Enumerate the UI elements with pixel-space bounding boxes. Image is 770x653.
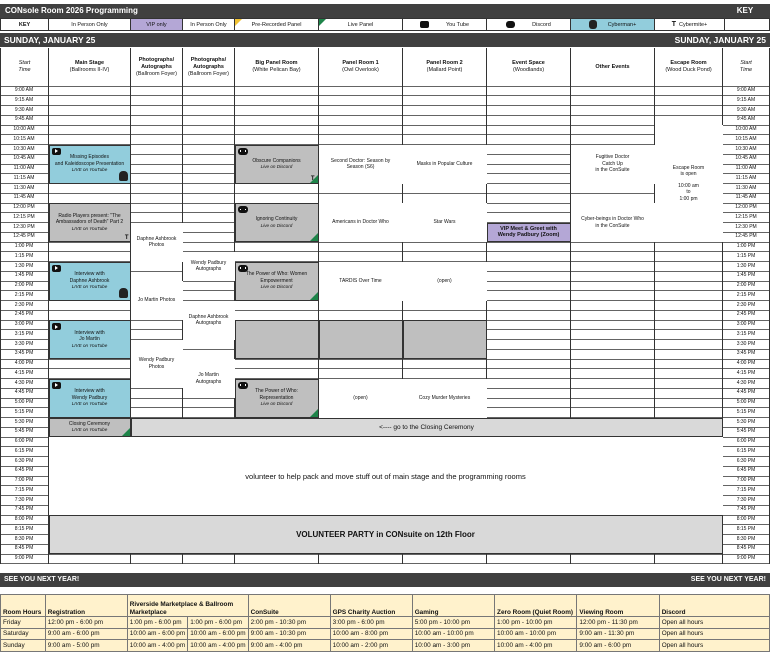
hours-cell: Sunday (1, 640, 46, 652)
event-note: LIVE on YouTube (71, 342, 108, 348)
cybermite-icon: T (310, 176, 315, 182)
event-title: Fugitive Doctor (595, 154, 630, 161)
event-radio-players[interactable] (49, 203, 131, 242)
hours-cell: 9:00 am - 10:30 pm (248, 628, 330, 640)
hours-cell: 10:00 am - 10:00 pm (495, 628, 577, 640)
time-label-right: 7:45 PM (736, 506, 756, 513)
youtube-icon (52, 382, 61, 389)
time-label-left: 1:45 PM (14, 272, 34, 279)
header-big-panel-name: Big Panel Room (255, 60, 298, 66)
live-flag-icon (310, 233, 318, 241)
event-title: Jo Martin Photos (137, 297, 176, 304)
header-panel-2-name: Panel Room 2 (426, 60, 463, 66)
header-escape-room-name: Escape Room (670, 60, 707, 66)
hours-cell: Open all hours (659, 640, 769, 652)
event-note: LIVE on YouTube (71, 401, 108, 407)
event-jo-photos[interactable] (131, 281, 183, 320)
live-flag-icon (310, 409, 318, 417)
gaming-header: Gaming (412, 595, 494, 617)
event-ignoring-continuity[interactable] (235, 203, 319, 242)
legend-youtube-text: You Tube (445, 21, 470, 28)
event-time-start: 10:00 am (678, 182, 699, 189)
header-panel-1-name: Panel Room 1 (342, 60, 379, 66)
event-title-2: Daphne Ashbrook (69, 277, 110, 284)
hours-cell: 9:00 am - 6:00 pm (45, 628, 127, 640)
time-label-right: 11:00 AM (735, 165, 757, 171)
hours-cell: 10:00 am - 3:00 pm (412, 640, 494, 652)
time-label-right: 12:30 PM (735, 223, 757, 230)
event-power-women[interactable] (235, 262, 319, 301)
legend-discord-text: Discord (532, 21, 551, 28)
time-label-left: 10:30 AM (13, 145, 35, 152)
time-label-right: 10:45 AM (735, 155, 757, 162)
time-label-left: 12:30 PM (13, 223, 35, 230)
time-label-right: 11:30 AM (735, 184, 757, 191)
youtube-icon (52, 265, 61, 272)
event-open-2[interactable] (403, 262, 487, 301)
hours-row-sunday (1, 640, 770, 652)
event-daphne-photos[interactable] (131, 223, 183, 262)
event-note: Live on Discord (260, 164, 293, 169)
time-label-left: 12:15 PM (13, 213, 35, 220)
time-label-left: 2:00 PM (14, 282, 34, 288)
auction-header: GPS Charity Auction (330, 595, 412, 617)
hours-cell: 10:00 am - 6:00 pm (127, 628, 187, 640)
hours-cell: 9:00 am - 5:00 pm (45, 640, 127, 652)
event-star-wars[interactable] (403, 203, 487, 242)
marketplace-header: Riverside Marketplace & Ballroom Marketplace (127, 595, 248, 617)
event-interview-jo[interactable] (49, 320, 131, 359)
time-label-left: 5:00 PM (14, 399, 34, 405)
time-label-right: 8:00 PM (736, 516, 756, 522)
event-title-2: Photos (148, 242, 165, 248)
page-title: CONsole Room 2026 Programming (5, 6, 138, 15)
event-escape-room[interactable] (655, 125, 723, 242)
event-vip-meet-greet[interactable] (487, 223, 571, 243)
event-title: Interview with (74, 271, 105, 278)
header-photos-2-sub: (Ballroom Foyer) (188, 70, 229, 77)
event-cyber-beings[interactable] (571, 203, 655, 242)
time-label-right: 8:30 PM (736, 535, 756, 542)
event-title: Closing Ceremony (68, 420, 111, 427)
zero-room-header: Zero Room (Quiet Room) (495, 595, 577, 617)
time-label-right: 7:00 PM (736, 477, 756, 483)
header-start2-l2: Time (739, 67, 753, 73)
event-title: Ignoring Continuity (255, 216, 298, 222)
event-note: Live on Discord (260, 284, 293, 290)
youtube-icon (52, 148, 61, 155)
event-title: (open) (353, 394, 368, 401)
time-label-right: 9:00 PM (736, 555, 756, 561)
time-label-left: 10:00 AM (13, 126, 35, 132)
time-label-left: 2:30 PM (14, 301, 34, 308)
event-note: LIVE on YouTube (71, 225, 108, 231)
discord-icon (238, 206, 248, 213)
event-title-2: Autographs (195, 320, 222, 326)
key-label-right: KEY (736, 6, 754, 15)
event-daphne-autographs[interactable] (183, 301, 235, 340)
hours-cell: Friday (1, 617, 46, 629)
time-label-right: 6:00 PM (736, 438, 756, 444)
time-label-right: 2:00 PM (736, 282, 756, 288)
time-label-left: 12:00 PM (13, 204, 35, 210)
header-start-l1: Start (18, 60, 31, 66)
day-label-right: SUNDAY, JANUARY 25 (674, 35, 766, 45)
hours-row-friday (1, 617, 770, 629)
time-label-left: 7:00 PM (14, 477, 34, 483)
time-label-left: 1:15 PM (14, 252, 34, 259)
time-label-left: 9:30 AM (14, 106, 34, 113)
event-wendy-photos[interactable] (131, 340, 183, 389)
event-title-2: Autographs (195, 266, 222, 273)
event-tardis[interactable] (319, 262, 403, 301)
event-title: Radio Players present: "The (58, 212, 121, 219)
footer-label-left: SEE YOU NEXT YEAR! (4, 576, 80, 583)
event-title: Jo Martin (198, 372, 219, 378)
legend-pre-recorded-text: Pre-Recorded Panel (251, 21, 302, 28)
hours-cell: Saturday (1, 628, 46, 640)
time-label-right: 3:00 PM (736, 321, 756, 327)
event-title: Daphne Ashbrook (188, 313, 229, 320)
time-label-left: 6:15 PM (14, 447, 34, 454)
time-label-left: 3:45 PM (14, 350, 34, 357)
time-label-right: 2:45 PM (736, 311, 756, 318)
time-label-left: 11:00 AM (13, 165, 35, 171)
time-label-left: 6:45 PM (14, 467, 34, 474)
event-location: in the ConSuite (595, 167, 630, 174)
event-fugitive-doctor[interactable] (571, 145, 655, 184)
time-label-left: 2:45 PM (14, 311, 34, 318)
hours-cell: Open all hours (659, 617, 769, 629)
time-label-right: 5:30 PM (736, 418, 756, 425)
event-note: LIVE on YouTube (71, 284, 108, 290)
volunteer-pack-text: volunteer to help pack and move stuff out of main stage and the programming rooms (245, 471, 526, 481)
event-title: Daphne Ashbrook (136, 235, 177, 242)
time-label-right: 9:00 AM (736, 87, 756, 93)
event-note: Live on Discord (260, 222, 293, 228)
event-closing-ceremony[interactable] (49, 418, 131, 438)
event-title: (open) (437, 277, 452, 284)
event-second-doctor[interactable] (319, 145, 403, 184)
event-interview-wendy[interactable] (49, 379, 131, 418)
time-label-left: 10:45 AM (13, 155, 35, 162)
event-americans[interactable] (319, 203, 403, 242)
header-event-space-name: Event Space (512, 60, 545, 66)
hours-cell: 2:00 pm - 10:30 pm (248, 617, 330, 629)
hours-cell: 10:00 am - 6:00 pm (188, 628, 248, 640)
go-to-closing-text: <---- go to the Closing Ceremony (379, 423, 474, 431)
youtube-icon (52, 323, 61, 330)
cyberman-icon (119, 288, 128, 298)
time-label-left: 7:15 PM (14, 486, 34, 493)
time-label-left: 8:15 PM (14, 525, 34, 532)
legend-cyberman-text: Cyberman+ (607, 21, 637, 28)
header-photos-2-name: Photographs/ Autographs (190, 56, 227, 70)
event-title: Cyber-beings in Doctor Who (581, 216, 644, 222)
footer-bar (0, 573, 770, 587)
viewing-room-header: Viewing Room (577, 595, 659, 617)
time-label-right: 7:30 PM (736, 496, 756, 503)
time-label-right: 7:15 PM (736, 486, 756, 493)
time-label-left: 5:45 PM (14, 428, 34, 435)
legend-cybermite-text: Cybermite+ (679, 21, 708, 28)
time-label-left: 1:00 PM (14, 243, 34, 249)
event-title-2: Empowerment (260, 277, 293, 284)
event-title-2: is open (680, 171, 697, 178)
time-label-right: 8:15 PM (736, 525, 756, 532)
time-label-left: 4:30 PM (14, 379, 34, 386)
time-label-right: 10:00 AM (735, 126, 757, 132)
event-title-2: Wendy Padbury (71, 394, 108, 401)
time-label-left: 9:00 PM (14, 555, 34, 561)
hours-cell: 9:00 am - 11:30 pm (577, 628, 659, 640)
volunteer-pack-banner (49, 437, 723, 515)
room-hours-table (0, 594, 770, 652)
event-title: Americans in Doctor Who (332, 219, 389, 226)
event-title: Star Wars (433, 219, 456, 226)
event-title-2: Representation (259, 394, 294, 401)
discord-icon (238, 265, 248, 272)
volunteer-party-text: VOLUNTEER PARTY in CONsuite on 12th Floor (296, 530, 475, 539)
hours-cell: Open all hours (659, 628, 769, 640)
event-location: in the ConSuite (595, 222, 630, 229)
time-label-right: 1:00 PM (736, 243, 756, 249)
live-flag-icon (310, 292, 318, 300)
event-title-2: Photos (148, 363, 165, 370)
time-label-right: 4:30 PM (736, 379, 756, 386)
time-label-right: 3:15 PM (736, 330, 756, 337)
event-title-2: Wendy Padbury (Zoom) (497, 232, 560, 239)
cybermite-icon: T (671, 21, 676, 28)
cybermite-icon: T (124, 234, 129, 241)
hours-cell: 10:00 am - 8:00 pm (330, 628, 412, 640)
time-label-left: 4:15 PM (14, 369, 34, 376)
event-wendy-autographs[interactable] (183, 252, 235, 281)
hours-cell: 12:00 pm - 11:30 pm (577, 617, 659, 629)
event-title: TARDIS Over Time (339, 277, 382, 284)
time-label-right: 2:30 PM (736, 301, 756, 308)
time-label-left: 8:00 PM (14, 516, 34, 522)
time-label-left: 9:00 AM (14, 87, 34, 93)
hours-cell: 10:00 am - 4:00 pm (495, 640, 577, 652)
event-time-end: 1:00 pm (679, 195, 698, 202)
hours-cell: 3:00 pm - 6:00 pm (330, 617, 412, 629)
time-label-right: 1:45 PM (736, 272, 756, 279)
discord-icon (238, 382, 248, 389)
time-label-right: 12:00 PM (735, 204, 757, 210)
time-label-right: 3:45 PM (736, 350, 756, 357)
event-time-to: to (686, 189, 691, 196)
legend-in-person-only-2: In Person Only (183, 19, 235, 30)
hours-cell: 1:00 pm - 6:00 pm (127, 617, 187, 629)
event-note: LIVE on YouTube (71, 167, 108, 173)
event-blank-grey-panel-2 (403, 320, 487, 359)
hours-cell: 10:00 am - 4:00 pm (188, 640, 248, 652)
hours-cell: 9:00 am - 6:00 pm (577, 640, 659, 652)
time-label-left: 4:00 PM (14, 360, 34, 366)
header-start2-l1: Start (740, 60, 752, 66)
hours-cell: 10:00 am - 10:00 pm (412, 628, 494, 640)
cyberman-icon (119, 171, 128, 181)
footer-label-right: SEE YOU NEXT YEAR! (690, 576, 766, 583)
hours-cell: 5:00 pm - 10:00 pm (412, 617, 494, 629)
discord-header: Discord (659, 595, 769, 617)
hours-row-saturday (1, 628, 770, 640)
event-title: Masks in Popular Culture (416, 160, 473, 167)
header-big-panel-sub: (White Pelican Bay) (252, 67, 301, 73)
room-hours-header: Room Hours (1, 595, 46, 617)
time-label-left: 3:00 PM (14, 321, 34, 327)
time-label-right: 2:15 PM (736, 291, 756, 298)
header-escape-room-sub: (Wood Duck Pond) (665, 67, 712, 73)
time-label-left: 11:45 AM (13, 194, 35, 201)
time-label-right: 12:45 PM (735, 233, 757, 240)
event-title: VIP Meet & Greet with (500, 225, 557, 232)
go-to-closing-banner (131, 418, 723, 438)
header-main-stage-name: Main Stage (74, 60, 105, 66)
time-label-left: 3:30 PM (14, 340, 34, 347)
header-start-l2: Time (18, 67, 31, 73)
event-title: The Power of Who: Women (245, 271, 308, 278)
header-panel-1-sub: (Owl Overlook) (342, 67, 379, 73)
event-open-1[interactable] (319, 379, 403, 418)
hours-cell: 10:00 am - 4:00 pm (127, 640, 187, 652)
day-label-left: SUNDAY, JANUARY 25 (4, 35, 96, 45)
time-label-right: 4:15 PM (736, 369, 756, 376)
event-title: Missing Episodes (70, 154, 109, 161)
time-label-right: 10:30 AM (735, 145, 757, 152)
event-title-2: Autographs (195, 378, 222, 385)
time-label-right: 6:45 PM (736, 467, 756, 474)
event-title: Second Doctor: Season by (330, 157, 391, 164)
header-photos-1-name: Photographs/ Autographs (138, 56, 175, 70)
event-title-2: Ambassadors of Death" Part 2 (55, 219, 124, 226)
event-title-2: Season (S6) (346, 164, 375, 170)
event-title-2: and Kaleidoscope Presentation (54, 160, 125, 167)
event-blank-grey-panel-1 (319, 320, 403, 359)
event-jo-autographs[interactable] (183, 359, 235, 398)
registration-header: Registration (45, 595, 127, 617)
event-title: Cozy Murder Mysteries (418, 394, 471, 401)
hours-cell: 1:00 pm - 10:00 pm (495, 617, 577, 629)
time-label-right: 4:45 PM (736, 389, 756, 396)
time-label-left: 8:45 PM (14, 545, 34, 552)
time-label-left: 12:45 PM (13, 233, 35, 240)
header-main-stage-sub: (Ballrooms II-IV) (69, 67, 110, 73)
event-title: Interview with (74, 388, 105, 395)
time-label-left: 11:30 AM (13, 184, 35, 191)
time-label-left: 11:15 AM (13, 174, 35, 181)
hours-cell: 9:00 am - 4:00 pm (248, 640, 330, 652)
event-masks[interactable] (403, 145, 487, 184)
time-label-right: 6:15 PM (736, 447, 756, 454)
hours-cell: 12:00 pm - 6:00 pm (45, 617, 127, 629)
time-label-right: 10:15 AM (735, 135, 757, 142)
legend-key-label: KEY (1, 19, 49, 30)
time-label-right: 3:30 PM (736, 340, 756, 347)
event-title: Wendy Padbury (190, 259, 227, 266)
volunteer-party-banner (49, 515, 723, 554)
header-other-events-name: Other Events (595, 63, 630, 70)
time-label-right: 6:30 PM (736, 457, 756, 464)
event-title-2: Jo Martin (79, 336, 100, 343)
event-cozy-murder[interactable] (403, 379, 487, 418)
room-hours-header-row (1, 595, 770, 617)
time-label-right: 4:00 PM (736, 360, 756, 366)
time-label-right: 9:45 AM (736, 116, 756, 123)
time-label-left: 2:15 PM (14, 291, 34, 298)
event-title: Obscure Companions (252, 157, 301, 164)
header-photos-1-sub: (Ballroom Foyer) (136, 70, 177, 77)
legend-live-panel-text: Live Panel (347, 21, 374, 28)
time-label-right: 9:15 AM (736, 96, 756, 103)
time-label-left: 9:15 AM (14, 96, 34, 103)
time-label-left: 1:30 PM (14, 262, 34, 269)
time-label-left: 8:30 PM (14, 535, 34, 542)
event-missing-episodes[interactable] (49, 145, 131, 184)
event-obscure-companions[interactable] (235, 145, 319, 184)
legend-in-person-only: In Person Only (49, 19, 131, 30)
hours-cell: 10:00 am - 2:00 pm (330, 640, 412, 652)
consuite-header: ConSuite (248, 595, 330, 617)
time-label-right: 8:45 PM (736, 545, 756, 552)
time-label-left: 5:30 PM (14, 418, 34, 425)
time-label-right: 11:15 AM (735, 174, 757, 181)
event-title: The Power of Who: (255, 388, 298, 395)
legend-vip-only: VIP only (131, 19, 183, 30)
event-title: Interview with (74, 329, 105, 336)
event-note: Live on Discord (260, 401, 293, 407)
live-flag-icon (122, 428, 130, 436)
event-blank-grey-big-panel (235, 320, 319, 359)
discord-icon (238, 148, 248, 155)
event-title-2: Catch Up (602, 160, 623, 167)
time-label-right: 11:45 AM (735, 194, 757, 201)
time-label-left: 5:15 PM (14, 408, 34, 415)
time-label-left: 6:00 PM (14, 438, 34, 444)
time-label-left: 10:15 AM (13, 135, 35, 142)
event-power-representation[interactable] (235, 379, 319, 418)
time-label-right: 1:30 PM (736, 262, 756, 269)
time-label-left: 6:30 PM (14, 457, 34, 464)
time-label-left: 3:15 PM (14, 330, 34, 337)
time-label-right: 9:30 AM (736, 106, 756, 113)
header-event-space-sub: (Woodlands) (512, 67, 545, 73)
event-interview-daphne[interactable] (49, 262, 131, 301)
time-label-left: 7:45 PM (14, 506, 34, 513)
time-label-right: 1:15 PM (736, 252, 756, 259)
event-note: LIVE on YouTube (71, 427, 108, 433)
hours-cell: 1:00 pm - 6:00 pm (188, 617, 248, 629)
time-label-left: 7:30 PM (14, 496, 34, 503)
header-panel-2-sub: (Mallard Point) (426, 67, 463, 73)
time-label-right: 5:00 PM (736, 399, 756, 405)
time-label-right: 5:15 PM (736, 408, 756, 415)
time-label-left: 4:45 PM (14, 389, 34, 396)
time-label-right: 5:45 PM (736, 428, 756, 435)
time-label-left: 9:45 AM (14, 116, 34, 123)
time-label-right: 12:15 PM (735, 213, 757, 220)
event-title: Escape Room (672, 164, 705, 171)
event-title: Wendy Padbury (138, 357, 175, 364)
